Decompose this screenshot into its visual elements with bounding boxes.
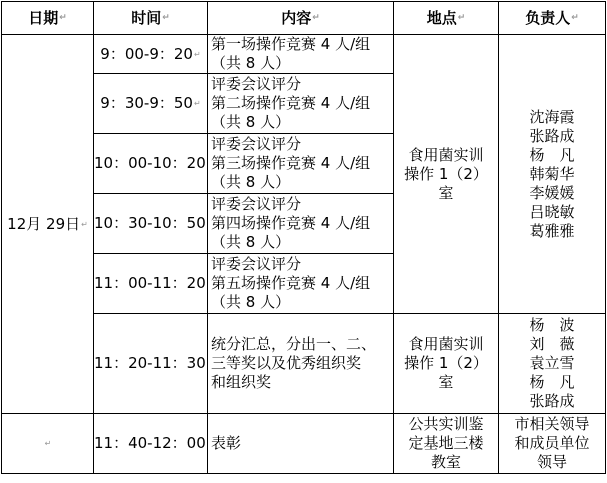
paragraph-mark-icon: ↵ <box>81 219 88 229</box>
place-cell: 食用菌实训 操作 1（2） 室 <box>394 314 499 414</box>
content-cell: 评委会议评分 第二场操作竞赛 4 人/组 （共 8 人） <box>208 74 394 134</box>
content-cell: 表彰 <box>208 414 394 474</box>
person-cell: 杨 波 刘 薇 袁立雪 杨 凡 张路成 <box>499 314 606 414</box>
time-cell: 10：00-10：20 <box>94 134 208 194</box>
header-content: 内容↵ <box>208 2 394 35</box>
schedule-table <box>1 1 606 474</box>
content-cell: 第一场操作竞赛 4 人/组 （共 8 人） <box>208 35 394 74</box>
paragraph-mark-icon: ↵ <box>193 49 201 59</box>
time-cell: 11：20-11：30 <box>94 314 208 414</box>
place-cell: 食用菌实训 操作 1（2） 室 <box>394 35 499 314</box>
paragraph-mark-icon: ↵ <box>44 439 52 448</box>
header-person: 负责人↵ <box>499 2 606 35</box>
content-cell: 评委会议评分 第三场操作竞赛 4 人/组 （共 8 人） <box>208 134 394 194</box>
header-date: 日期↵ <box>2 2 94 35</box>
place-cell: 公共实训鉴 定基地三楼 教室 <box>394 414 499 474</box>
date-cell: 12月 29日↵ <box>2 35 94 414</box>
header-place: 地点↵ <box>394 2 499 35</box>
person-cell: 市相关领导 和成员单位 领导 <box>499 414 606 474</box>
content-cell: 统分汇总，分出一、二、 三等奖以及优秀组织奖 和组织奖 <box>208 314 394 414</box>
paragraph-mark-icon: ↵ <box>571 12 579 23</box>
table-row <box>2 35 606 74</box>
paragraph-mark-icon: ↵ <box>312 12 320 23</box>
time-cell: 11：00-11：20 <box>94 254 208 314</box>
table-row <box>2 414 606 474</box>
time-cell: 9：30-9：50↵ <box>94 74 208 134</box>
content-cell: 评委会议评分 第四场操作竞赛 4 人/组 （共 8 人） <box>208 194 394 254</box>
time-cell: 11：40-12：00 <box>94 414 208 474</box>
paragraph-mark-icon: ↵ <box>193 99 201 108</box>
paragraph-mark-icon: ↵ <box>162 12 170 23</box>
header-row <box>2 2 606 35</box>
time-cell: 9：00-9：20↵ <box>94 35 208 74</box>
person-cell: 沈海霞 张路成 杨 凡 韩菊华 李媛媛 吕晓敏 葛雅雅 <box>499 35 606 314</box>
time-cell: 10：30-10：50 <box>94 194 208 254</box>
header-time: 时间↵ <box>94 2 208 35</box>
date-cell <box>2 414 94 474</box>
paragraph-mark-icon: ↵ <box>457 12 466 23</box>
content-cell: 评委会议评分 第五场操作竞赛 4 人/组 （共 8 人） <box>208 254 394 314</box>
paragraph-mark-icon: ↵ <box>59 12 67 23</box>
